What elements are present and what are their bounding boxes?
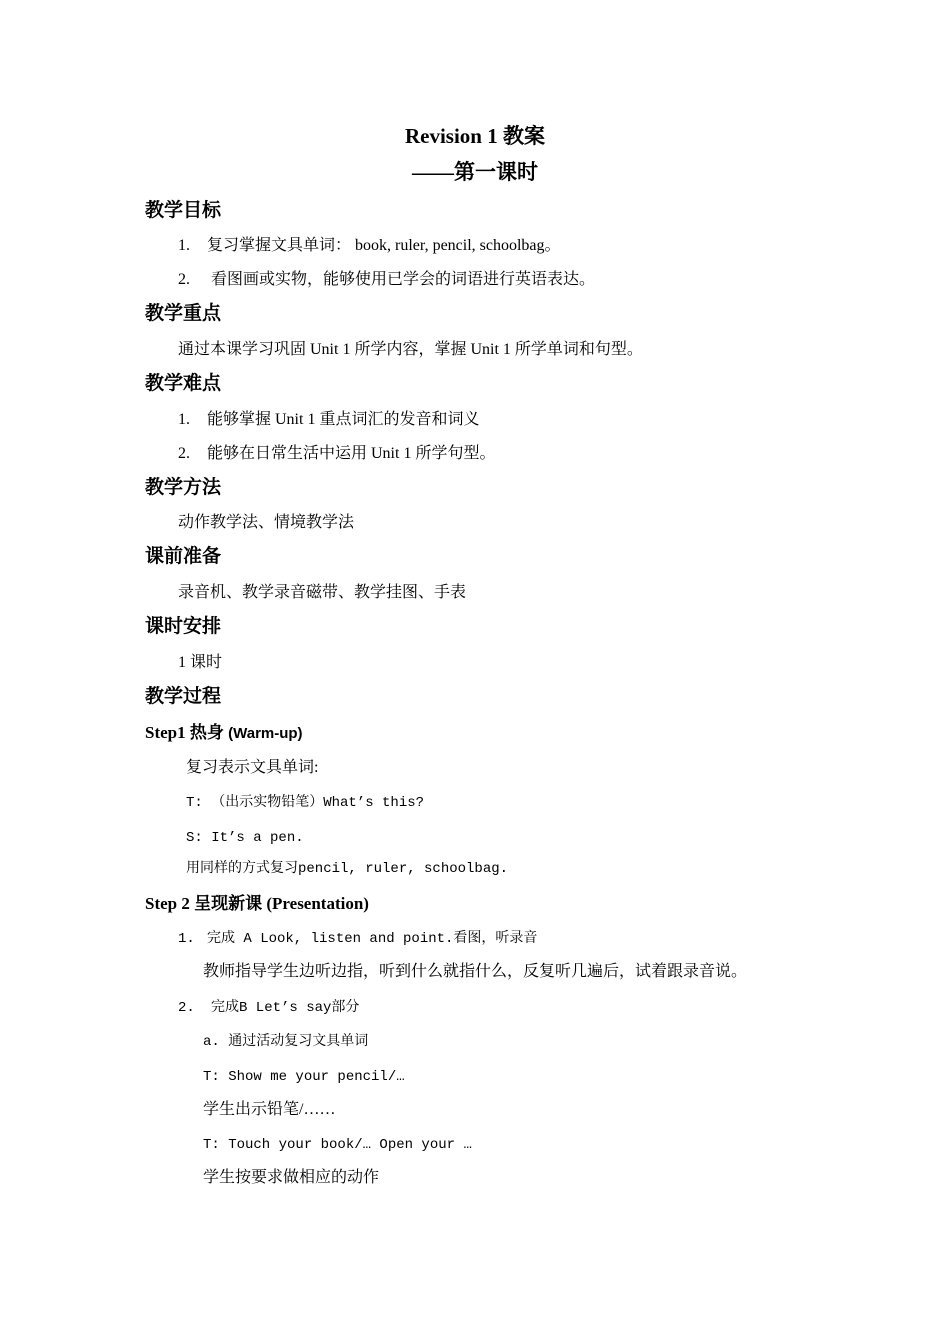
- step2-item: [178, 997, 359, 1019]
- process-heading: 教学过程: [145, 686, 222, 707]
- objective-item: [178, 235, 561, 257]
- list-number: 2.: [178, 445, 190, 462]
- methods-heading: 教学方法: [145, 477, 222, 498]
- preparation-text: 录音机、教学录音磁带、教学挂图、手表: [178, 584, 467, 601]
- step2-sub-line: T: Show me your pencil/…: [203, 1069, 405, 1085]
- schedule-text: 1 课时: [178, 654, 223, 671]
- step2-item-text: 完成B Let’s say部分: [211, 1000, 360, 1016]
- step2-sub-line: 学生出示铅笔/……: [203, 1101, 336, 1118]
- step1-label: Step1 热身: [145, 723, 224, 742]
- step1-line: 用同样的方式复习pencil, ruler, schoolbag.: [186, 861, 509, 877]
- document-title: Revision 1 教案: [404, 124, 545, 148]
- step1-line: 复习表示文具单词:: [186, 759, 319, 776]
- list-number: 1.: [178, 931, 195, 947]
- step1-line: S: It’s a pen.: [186, 830, 304, 846]
- methods-text: 动作教学法、情境教学法: [178, 514, 355, 531]
- step2-item-text: 完成 A Look, listen and point.看图，听录音: [207, 931, 538, 947]
- list-number: 1.: [178, 411, 190, 428]
- step2-item: [178, 928, 537, 950]
- objective-text: 复习掌握文具单词： book, ruler, pencil, schoolbag。: [207, 237, 561, 254]
- step2-heading: Step 2 呈现新课 (Presentation): [145, 894, 369, 913]
- step1-heading: [145, 721, 303, 746]
- step2-sub-line: T: Touch your book/… Open your …: [203, 1137, 472, 1153]
- step2-sub-line: a. 通过活动复习文具单词: [203, 1034, 369, 1050]
- list-number: 2.: [178, 1000, 195, 1016]
- list-number: 2.: [178, 271, 190, 288]
- step1-line: T: （出示实物铅笔）What’s this?: [186, 795, 425, 811]
- objective-text: 看图画或实物，能够使用已学会的词语进行英语表达。: [207, 271, 596, 288]
- key-points-heading: 教学重点: [145, 303, 222, 324]
- step2-item1-detail: 教师指导学生边听边指，听到什么就指什么，反复听几遍后，试着跟录音说。: [203, 963, 748, 980]
- difficulty-item: [178, 443, 495, 465]
- objectives-heading: 教学目标: [145, 200, 222, 221]
- difficulty-text: 能够掌握 Unit 1 重点词汇的发音和词义: [207, 411, 480, 428]
- document-subtitle: ——第一课时: [412, 160, 538, 184]
- key-points-text: 通过本课学习巩固 Unit 1 所学内容，掌握 Unit 1 所学单词和句型。: [178, 341, 643, 358]
- difficulty-item: [178, 409, 479, 431]
- step2-sub-line: 学生按要求做相应的动作: [203, 1169, 380, 1186]
- objective-item: [178, 269, 595, 291]
- step1-label-en: (Warm-up): [228, 725, 303, 742]
- schedule-heading: 课时安排: [145, 616, 222, 637]
- difficulty-text: 能够在日常生活中运用 Unit 1 所学句型。: [207, 445, 496, 462]
- preparation-heading: 课前准备: [145, 546, 222, 567]
- list-number: 1.: [178, 237, 190, 254]
- difficulties-heading: 教学难点: [145, 373, 222, 394]
